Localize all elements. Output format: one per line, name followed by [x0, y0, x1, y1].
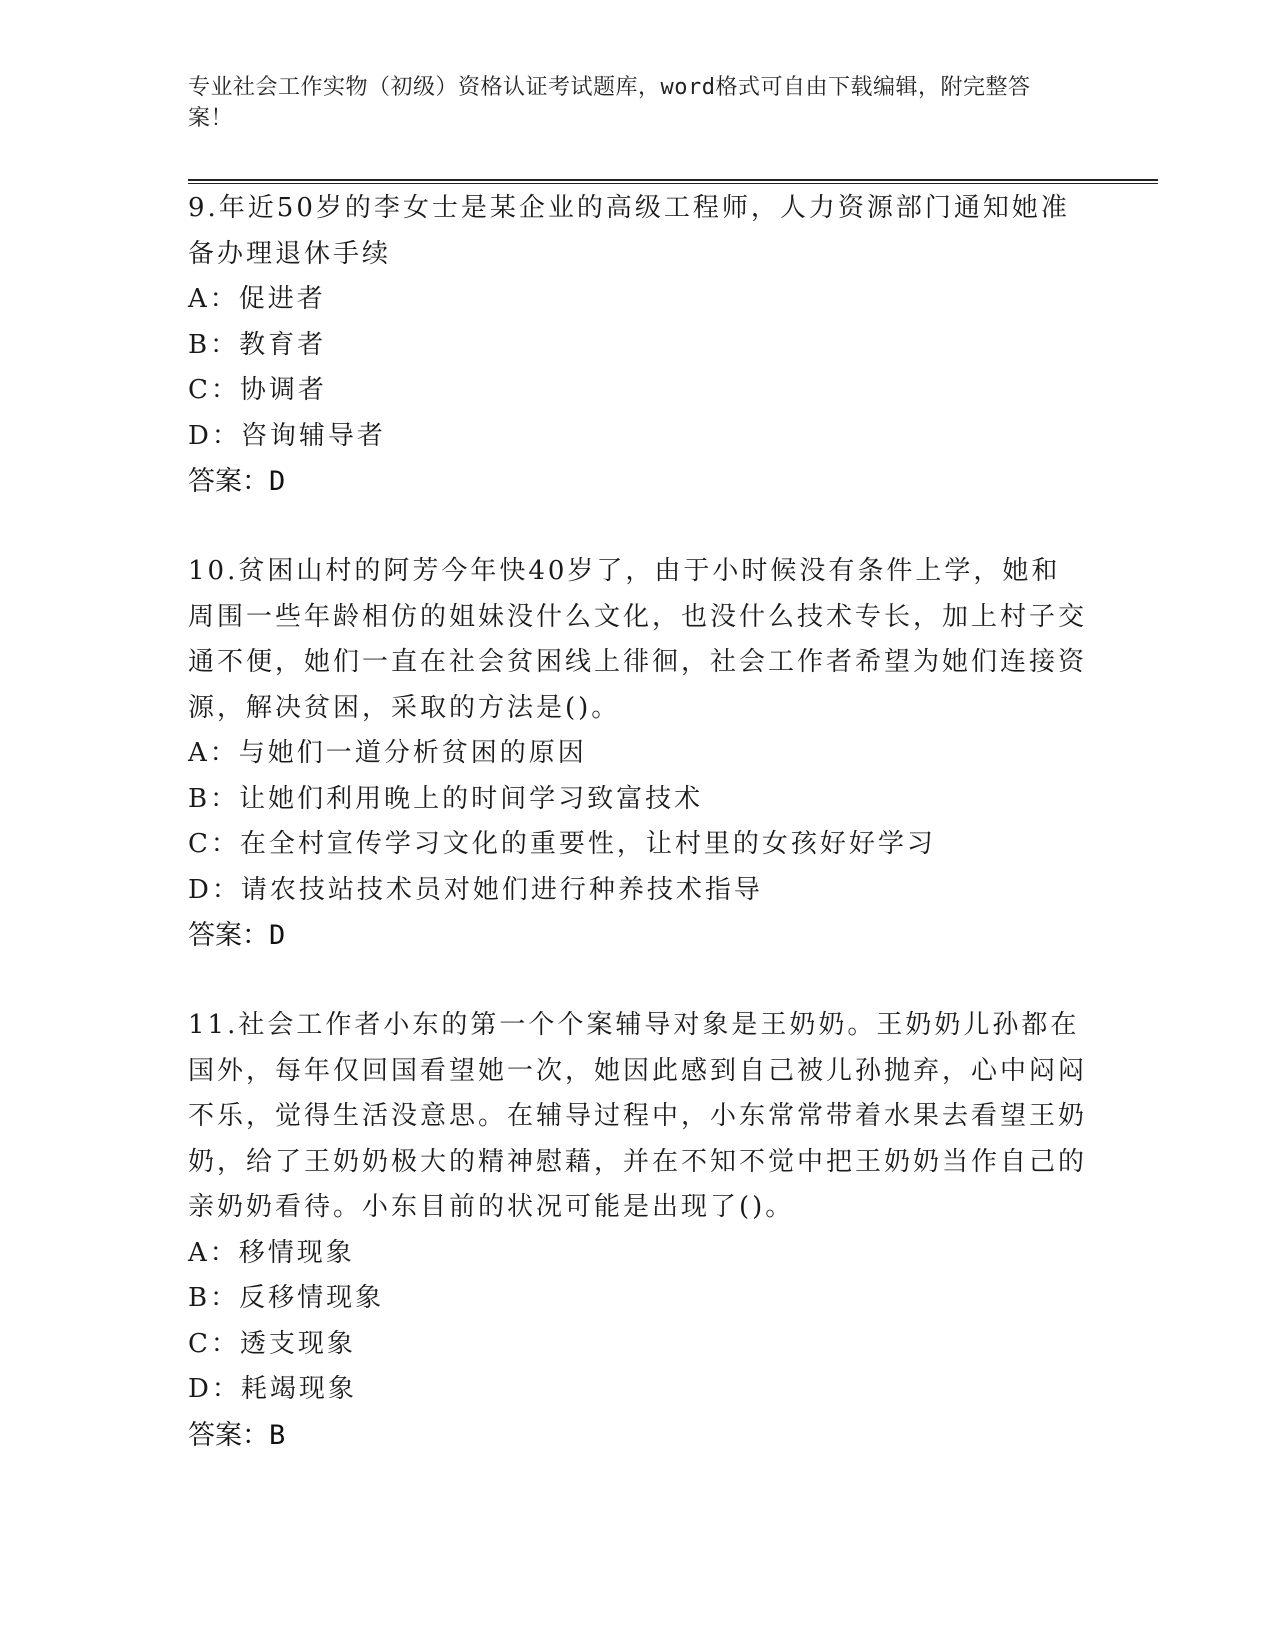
header-note: 专业社会工作实物（初级）资格认证考试题库，word格式可自由下载编辑，附完整答案！ — [188, 75, 1031, 131]
option-b: B：让她们利用晚上的时间学习致富技术 — [188, 783, 704, 814]
question-stem: 11.社会工作者小东的第一个个案辅导对象是王奶奶。王奶奶儿孙都在国外，每年仅回国看望她一次，她因此感到自己被儿孙抛弃，心中闷闷不乐，觉得生活没意思。在辅导过程中，小东常常带着水果去看望王奶奶，给了王奶奶极大的精神慰藉，并在不知不觉中把王奶奶当作自己的亲奶奶看待。小东目前的状况可能是出现了()。 — [188, 1010, 1088, 1222]
question-list — [188, 186, 1088, 1503]
option-b: B：教育者 — [188, 329, 327, 360]
question-9 — [188, 186, 1088, 505]
option-a: A：移情现象 — [188, 1237, 355, 1268]
question-10 — [188, 549, 1088, 959]
question-stem: 9.年近50岁的李女士是某企业的高级工程师，人力资源部门通知她准备办理退休手续 — [188, 193, 1070, 269]
question-11 — [188, 1003, 1088, 1459]
answer-line: 答案：B — [188, 1419, 286, 1451]
option-c: C：协调者 — [188, 375, 327, 405]
option-c: C：在全村宣传学习文化的重要性，让村里的女孩好好学习 — [188, 829, 936, 859]
answer-line: 答案：D — [188, 920, 286, 951]
option-d: D：耗竭现象 — [188, 1374, 357, 1404]
answer-line: 答案：D — [188, 466, 286, 497]
option-a: A：与她们一道分析贫困的原因 — [188, 738, 587, 768]
question-stem: 10.贫困山村的阿芳今年快40岁了，由于小时候没有条件上学，她和周围一些年龄相仿的姐妹没什么文化，也没什么技术专长，加上村子交通不便，她们一直在社会贫困线上徘徊，社会工作者希望为她们连接资源，解决贫困，采取的方法是()。 — [188, 556, 1088, 723]
header-divider — [188, 179, 1158, 184]
option-d: D：咨询辅导者 — [188, 420, 386, 451]
option-b: B：反移情现象 — [188, 1283, 385, 1313]
option-a: A：促进者 — [188, 284, 326, 314]
option-d: D：请农技站技术员对她们进行种养技术指导 — [188, 874, 763, 905]
option-c: C：透支现象 — [188, 1328, 356, 1359]
